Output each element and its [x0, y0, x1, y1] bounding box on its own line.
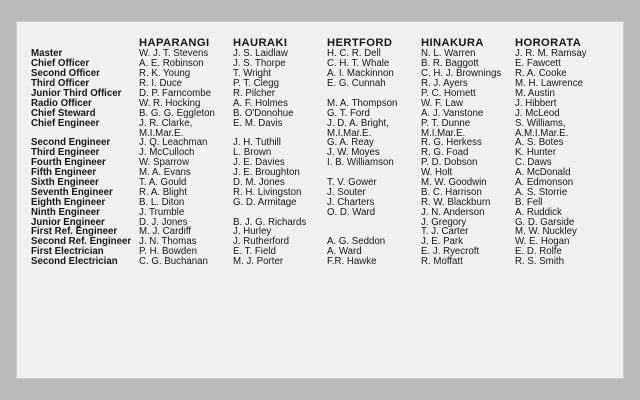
officer-name-cell: F.R. Hawke — [327, 256, 377, 268]
role-label: Second Officer — [31, 68, 100, 80]
officer-name-cell: R. S. Smith — [515, 256, 564, 268]
officer-name-cell: A. Edmonson — [515, 177, 574, 188]
table-row — [31, 257, 609, 267]
officer-name-cell — [327, 119, 421, 139]
text-line: A.M.I.Mar.E. — [515, 127, 569, 139]
officer-name-cell: P. D. Dobson — [421, 157, 478, 169]
officer-name-cell: M. A. Evans — [139, 167, 191, 179]
officer-name-cell: J. W. Moyes — [327, 147, 380, 159]
role-label: Eighth Engineer — [31, 196, 106, 208]
officer-name-cell: B. O'Donohue — [233, 107, 294, 119]
officer-name-cell: O. D. Ward — [327, 206, 376, 218]
table-row — [31, 119, 609, 139]
officer-name-cell: A. I. Mackinnon — [327, 68, 394, 80]
officer-name-cell: R. I. Duce — [139, 78, 183, 90]
officer-name-cell: W. Holt — [421, 167, 453, 179]
role-label: Radio Officer — [31, 97, 92, 109]
officer-name-cell: M. J. Cardiff — [139, 226, 192, 238]
officer-name-cell: J. Gregory — [421, 216, 467, 228]
officer-name-cell: M. H. Lawrence — [515, 78, 583, 90]
officer-name-cell: J. E. Park — [421, 236, 463, 248]
officer-name-cell: J. N. Anderson — [421, 206, 485, 218]
role-label: Chief Officer — [31, 58, 90, 70]
officer-name-cell: T. A. Gould — [139, 177, 187, 188]
officer-name-cell: R. G. Foad — [421, 147, 469, 159]
officer-name-cell: E. M. Davis — [233, 117, 283, 129]
officer-name-cell: R. A. Blight — [139, 186, 187, 198]
officer-name-cell: R. G. Herkess — [421, 137, 482, 149]
role-label: Chief Engineer — [31, 117, 100, 129]
officer-name-cell: W. Sparrow — [139, 157, 190, 169]
officer-name-cell: A. S. Storrie — [515, 186, 568, 198]
text-line: M.I.Mar.E. — [139, 127, 184, 139]
officer-name-cell: C. Daws — [515, 157, 552, 169]
officer-name-cell: D. P. Farncombe — [139, 87, 211, 99]
column-header-ship: HINAKURA — [421, 37, 484, 49]
officer-name-cell: N. L. Warren — [421, 48, 476, 60]
officer-name-cell: K. Hunter — [515, 147, 556, 159]
officer-name-cell: J. McLeod — [515, 107, 560, 119]
officer-name-cell: D. J. Jones — [139, 216, 188, 228]
officer-name-cell: J. N. Thomas — [139, 236, 197, 248]
officer-name-cell: R. A. Cooke — [515, 68, 567, 80]
officer-name-cell: A. McDonald — [515, 167, 571, 179]
officer-name-cell: M. J. Porter — [233, 256, 284, 268]
officer-name-cell: M. A. Thompson — [327, 97, 398, 109]
officer-name-cell: D. M. Jones — [233, 177, 285, 188]
officer-name-cell: A. G. Seddon — [327, 236, 386, 248]
officer-name-cell — [327, 218, 421, 228]
officer-name-cell: J. S. Thorpe — [233, 58, 286, 70]
officer-name-cell: W. E. Hogan — [515, 236, 570, 248]
document-page — [17, 22, 623, 378]
officer-name-cell: R. K. Young — [139, 68, 191, 80]
text-line: J. R. Clarke, — [139, 117, 193, 129]
text-line: M.I.Mar.E. — [327, 127, 372, 139]
role-label: Second Ref. Engineer — [31, 236, 132, 248]
role-label: Junior Engineer — [31, 216, 105, 228]
officer-name-cell: B. C. Harrison — [421, 186, 482, 198]
officer-name-cell: E. J. Ryecroft — [421, 246, 480, 258]
officer-name-cell: W. F. Law — [421, 97, 463, 109]
role-label: Second Engineer — [31, 137, 111, 149]
crew-table — [31, 38, 609, 267]
officer-name-cell: A. S. Botes — [515, 137, 564, 149]
officer-name-cell: J. Q. Leachman — [139, 137, 208, 149]
officer-name-cell: C. H. J. Brownings — [421, 68, 502, 80]
officer-name-cell: W. R. Hocking — [139, 97, 201, 109]
officer-name-cell: B. Fell — [515, 196, 543, 208]
officer-name-cell: J. E. Davies — [233, 157, 285, 169]
officer-name-cell: C. H. T. Whale — [327, 58, 390, 70]
officer-name-cell: J. Hurley — [233, 226, 272, 238]
officer-name-cell: E. T. Field — [233, 246, 276, 258]
officer-name-cell: B. R. Baggott — [421, 58, 479, 70]
officer-name-cell: G. D. Garside — [515, 216, 575, 228]
role-label: Chief Steward — [31, 107, 96, 119]
officer-name-cell: J. Rutherford — [233, 236, 289, 248]
table-body — [31, 49, 609, 267]
officer-name-cell: A. J. Vanstone — [421, 107, 484, 119]
role-label: Sixth Engineer — [31, 177, 99, 188]
officer-name-cell: P. C. Hornett — [421, 87, 476, 99]
officer-name-cell — [515, 119, 609, 139]
officer-name-cell: P. H. Bowden — [139, 246, 197, 258]
officer-name-cell: G. A. Reay — [327, 137, 374, 149]
role-label: Master — [31, 48, 63, 60]
officer-name-cell: E. D. Rolfe — [515, 246, 562, 258]
role-label: Third Engineer — [31, 147, 100, 159]
officer-name-cell: J. McCulloch — [139, 147, 195, 159]
role-label: Third Officer — [31, 78, 90, 90]
column-header-ship: HAURAKI — [233, 37, 288, 49]
text-line: P. T. Dunne — [421, 117, 471, 129]
officer-name-cell: A. Ruddick — [515, 206, 562, 218]
role-label: Junior Third Officer — [31, 87, 122, 99]
officer-name-cell: J. H. Tuthill — [233, 137, 281, 149]
officer-name-cell: C. G. Buchanan — [139, 256, 208, 268]
officer-name-cell: J. S. Laidlaw — [233, 48, 288, 60]
officer-name-cell: B. G. G. Eggleton — [139, 107, 215, 119]
column-header-ship: HAPARANGI — [139, 37, 210, 49]
officer-name-cell: E. G. Cunnah — [327, 78, 386, 90]
officer-name-cell: R. Moffatt — [421, 256, 463, 268]
officer-name-cell: J. Hibbert — [515, 97, 557, 109]
column-header-ship: HORORATA — [515, 37, 582, 49]
officer-name-cell: H. C. R. Dell — [327, 48, 381, 60]
officer-name-cell: M. W. Goodwin — [421, 177, 487, 188]
role-label: First Ref. Engineer — [31, 226, 118, 238]
text-line: J. D. A. Bright, — [327, 117, 389, 129]
text-line: M.I.Mar.E. — [421, 127, 466, 139]
officer-name-cell: R. W. Blackburn — [421, 196, 491, 208]
officer-name-cell: R. J. Ayers — [421, 78, 468, 90]
officer-name-cell: W. J. T. Stevens — [139, 48, 209, 60]
officer-name-cell: P. T. Clegg — [233, 78, 279, 90]
officer-name-cell: J. Souter — [327, 186, 366, 198]
officer-name-cell: B. L. Diton — [139, 196, 185, 208]
column-header-ship: HERTFORD — [327, 37, 393, 49]
role-label: Seventh Engineer — [31, 186, 113, 198]
officer-name-cell: T. V. Gower — [327, 177, 377, 188]
officer-name-cell: L. Brown — [233, 147, 272, 159]
officer-name-cell: A. E. Robinson — [139, 58, 204, 70]
text-line: S. Williams, — [515, 117, 566, 129]
officer-name-cell: E. Fawcett — [515, 58, 561, 70]
officer-name-cell: M. Austin — [515, 87, 555, 99]
officer-name-cell: T. J. Carter — [421, 226, 469, 238]
officer-name-cell: J. R. M. Ramsay — [515, 48, 587, 60]
role-label: Fourth Engineer — [31, 157, 106, 169]
officer-name-cell: A. F. Holmes — [233, 97, 288, 109]
crew-list-container — [31, 38, 609, 368]
officer-name-cell: G. T. Ford — [327, 107, 370, 119]
officer-name-cell: B. J. G. Richards — [233, 216, 307, 228]
role-label: Fifth Engineer — [31, 167, 97, 179]
officer-name-cell: M. W. Nuckley — [515, 226, 577, 238]
officer-name-cell — [421, 119, 515, 139]
officer-name-cell: J. Charters — [327, 196, 375, 208]
role-label: First Electrician — [31, 246, 104, 258]
officer-name-cell — [139, 119, 233, 139]
officer-name-cell: T. Wright — [233, 68, 272, 80]
role-label: Ninth Engineer — [31, 206, 100, 218]
officer-name-cell: R. Pilcher — [233, 87, 275, 99]
officer-name-cell: J. E. Broughton — [233, 167, 300, 179]
officer-name-cell: R. H. Livingston — [233, 186, 302, 198]
officer-name-cell: G. D. Armitage — [233, 196, 297, 208]
officer-name-cell: J. Trumble — [139, 206, 185, 218]
officer-name-cell: I. B. Williamson — [327, 157, 394, 169]
role-label: Second Electrician — [31, 256, 118, 268]
officer-name-cell: A. Ward — [327, 246, 362, 258]
